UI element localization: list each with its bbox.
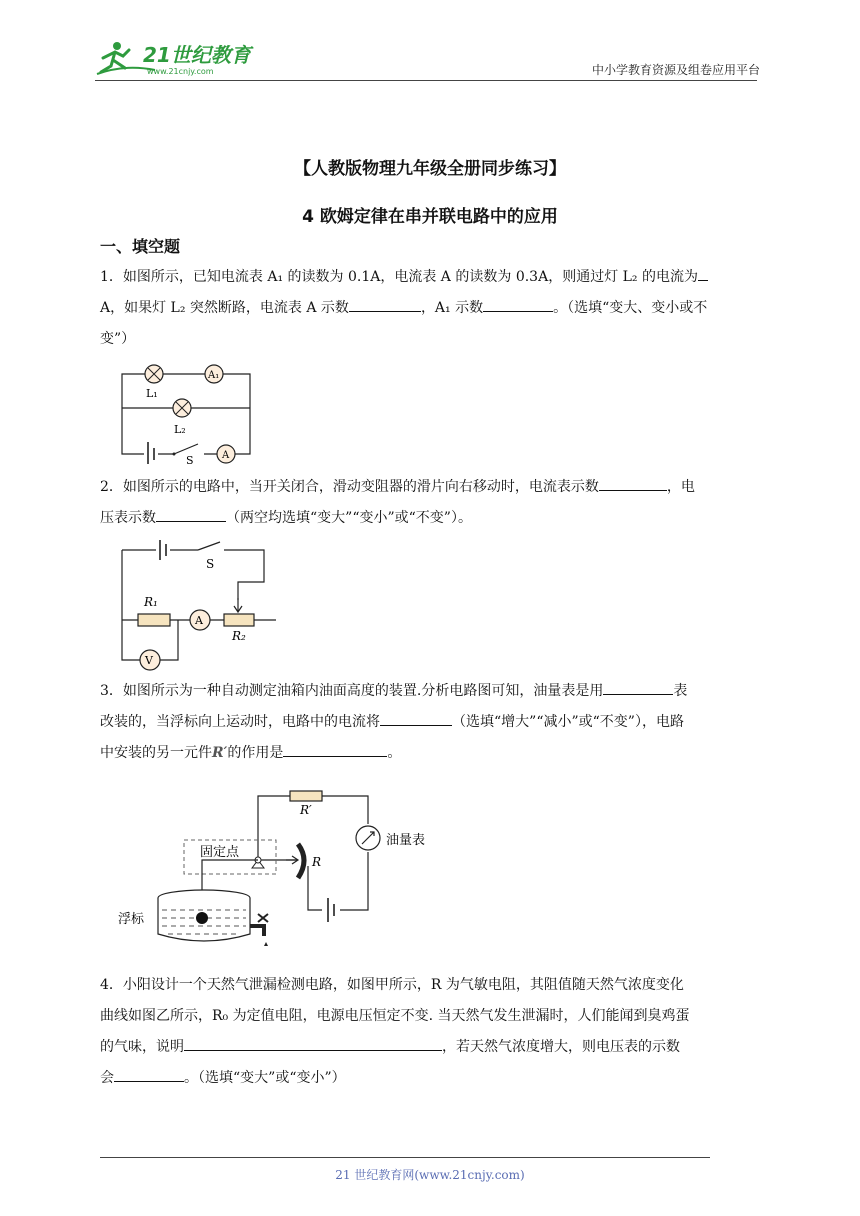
q4-line4a: 会 bbox=[100, 1070, 114, 1086]
slider-arrow-icon bbox=[234, 598, 242, 612]
q1-line2b: ，A₁ 示数 bbox=[420, 300, 484, 316]
q4-blank-2 bbox=[114, 1067, 184, 1082]
q4-line4b: 。（选填“变大”或“变小”） bbox=[184, 1070, 346, 1086]
footer-text[interactable]: 21 世纪教育网(www.21cnjy.com) bbox=[335, 1168, 525, 1182]
question-2 bbox=[100, 472, 760, 534]
q2-blank-1 bbox=[599, 476, 667, 491]
ammeter-a1-icon bbox=[205, 365, 223, 383]
svg-text:A₁: A₁ bbox=[208, 370, 220, 381]
svg-text:A: A bbox=[222, 450, 230, 461]
faucet-icon bbox=[250, 914, 268, 946]
resistor-r-prime-icon bbox=[290, 791, 322, 801]
header-divider bbox=[95, 80, 757, 81]
q3-line3b: 的作用是 bbox=[227, 745, 284, 761]
q3-blank-2 bbox=[380, 711, 452, 726]
page-title: 【人教版物理九年级全册同步练习】 bbox=[294, 159, 566, 179]
label-r2: R₂ bbox=[232, 629, 246, 643]
q2-line2b: （两空均选填“变大”“变小”或“不变”）。 bbox=[226, 510, 472, 526]
logo-url: www.21cnjy.com bbox=[147, 67, 214, 76]
q1-line1: 1．如图所示，已知电流表 A₁ 的读数为 0.1A，电流表 A 的读数为 0.3A，则通过灯 L₂ 的电流为 bbox=[100, 269, 698, 285]
label-float: 浮标 bbox=[118, 912, 145, 927]
oil-gauge-meter-icon bbox=[356, 826, 380, 850]
label-l1: L₁ bbox=[146, 387, 158, 400]
q4-line3b: ，若天然气浓度增大，则电压表的示数 bbox=[442, 1039, 680, 1055]
q3-line3c: 。 bbox=[387, 745, 402, 761]
q1-line3: 变”） bbox=[100, 331, 136, 347]
q4-line3a: 的气味，说明 bbox=[100, 1039, 184, 1055]
svg-text:A: A bbox=[195, 614, 203, 627]
q3-line3a: 中安装的另一元件 bbox=[100, 745, 212, 761]
q4-line1: 4．小阳设计一个天然气泄漏检测电路，如图甲所示，R 为气敏电阻，其阻值随天然气浓度变化 bbox=[100, 977, 684, 993]
site-tagline: 中小学教育资源及组卷应用平台 bbox=[591, 63, 760, 77]
runner-logo-icon bbox=[95, 38, 265, 78]
label-r-prime: R′ bbox=[300, 803, 312, 817]
svg-text:V: V bbox=[145, 654, 153, 667]
float-ball-icon bbox=[196, 912, 208, 924]
label-s: S bbox=[206, 557, 215, 571]
battery-icon bbox=[324, 898, 338, 922]
battery-icon bbox=[156, 540, 170, 560]
question-3 bbox=[100, 676, 760, 769]
q1-blank-1 bbox=[698, 266, 708, 281]
q1-blank-3 bbox=[483, 297, 553, 312]
q4-blank-1 bbox=[184, 1036, 442, 1051]
question-4 bbox=[100, 970, 760, 1094]
section-heading: 一、填空题 bbox=[100, 237, 181, 256]
q3-line1a: 3．如图所示为一种自动测定油箱内油面高度的装置.分析电路图可知，油量表是用 bbox=[100, 683, 604, 699]
label-oil-gauge: 油量表 bbox=[386, 833, 426, 848]
q1-line2a: A，如果灯 L₂ 突然断路，电流表 A 示数 bbox=[100, 300, 349, 316]
page-subtitle: 4 欧姆定律在串并联电路中的应用 bbox=[302, 207, 558, 227]
rheostat-r2-icon bbox=[224, 614, 254, 626]
label-s: S bbox=[186, 454, 194, 464]
q3-line2b: （选填“增大”“减小”或“不变”），电路 bbox=[452, 714, 684, 730]
inline-r-prime: R′ bbox=[212, 745, 228, 761]
logo bbox=[95, 38, 265, 78]
label-fixed-point: 固定点 bbox=[200, 845, 240, 860]
q4-line2: 曲线如图乙所示，R₀ 为定值电阻，电源电压恒定不变. 当天然气发生泄漏时，人们能闻到臭鸡蛋 bbox=[100, 1008, 690, 1024]
label-r1: R₁ bbox=[144, 595, 158, 609]
label-r: R bbox=[312, 855, 322, 869]
lamp-l1-icon bbox=[145, 365, 163, 383]
q1-blank-2 bbox=[349, 297, 421, 312]
q2-blank-2 bbox=[156, 507, 226, 522]
q3-blank-1 bbox=[603, 680, 673, 695]
q3-oil-gauge-figure bbox=[118, 786, 448, 956]
footer-divider bbox=[100, 1157, 710, 1158]
q3-line2a: 改装的，当浮标向上运动时，电路中的电流将 bbox=[100, 714, 380, 730]
q1-line2c: 。（选填“变大、变小或不 bbox=[553, 300, 708, 316]
resistor-r1-icon bbox=[138, 614, 170, 626]
q2-line1b: ，电 bbox=[666, 479, 695, 495]
q3-blank-3 bbox=[283, 742, 387, 757]
voltmeter-v-icon bbox=[140, 650, 160, 670]
ammeter-a-icon bbox=[190, 610, 210, 630]
q1-circuit-figure bbox=[110, 360, 260, 464]
question-1 bbox=[100, 262, 760, 355]
q2-line2a: 压表示数 bbox=[100, 510, 156, 526]
resistor-r-arc-icon bbox=[298, 844, 304, 878]
q2-line1a: 2．如图所示的电路中，当开关闭合，滑动变阻器的滑片向右移动时，电流表示数 bbox=[100, 479, 599, 495]
q2-circuit-figure bbox=[116, 540, 276, 672]
switch-s-icon bbox=[198, 542, 224, 554]
q3-line1b: 表 bbox=[673, 683, 688, 699]
ammeter-a-icon bbox=[217, 445, 235, 463]
lamp-l2-icon bbox=[173, 399, 191, 417]
logo-text: 21世纪教育 bbox=[143, 43, 251, 67]
battery-icon bbox=[144, 442, 158, 464]
label-l2: L₂ bbox=[174, 423, 186, 436]
